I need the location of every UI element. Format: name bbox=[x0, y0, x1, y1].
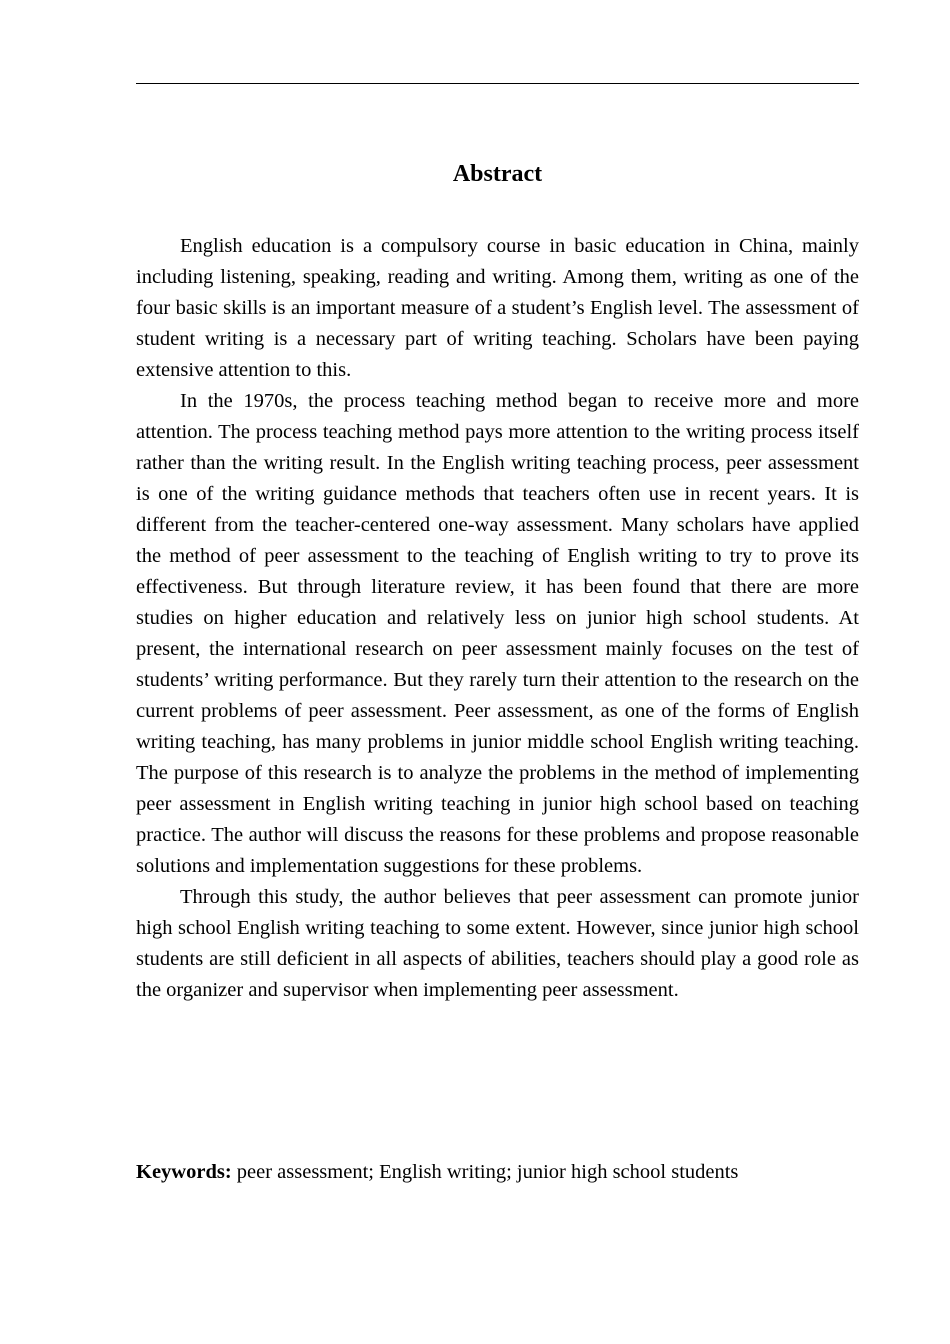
abstract-body bbox=[136, 231, 859, 1006]
abstract-paragraph-2: In the 1970s, the process teaching method began to receive more and more attention. The process teaching method pays more attention to the writing process itself rather than the writing result. In the English writing teaching process, peer assessment is one of the writing guidance methods that teachers often use in recent years. It is different from the teacher-centered one-way assessment. Many scholars have applied the method of peer assessment to the teaching of English writing to try to prove its effectiveness. But through literature review, it has been found that there are more studies on higher education and relatively less on junior high school students. At present, the international research on peer assessment mainly focuses on the test of students’ writing performance. But they rarely turn their attention to the research on the current problems of peer assessment. Peer assessment, as one of the forms of English writing teaching, has many problems in junior middle school English writing teaching. The purpose of this research is to analyze the problems in the method of implementing peer assessment in English writing teaching in junior high school based on teaching practice. The author will discuss the reasons for these problems and propose reasonable solutions and implementation suggestions for these problems. bbox=[136, 390, 859, 877]
abstract-title: Abstract bbox=[452, 161, 543, 187]
keywords-line bbox=[136, 1157, 859, 1188]
keywords-label: Keywords: bbox=[136, 1161, 232, 1183]
abstract-paragraph-3: Through this study, the author believes that peer assessment can promote junior high school English writing teaching to some extent. However, since junior high school students are still deficient in all aspects of abilities, teachers should play a good role as the organizer and supervisor when implementing peer assessment. bbox=[136, 886, 859, 1001]
abstract-paragraph-1: English education is a compulsory course in basic education in China, mainly including listening, speaking, reading and writing. Among them, writing as one of the four basic skills is an important measure of a student’s English level. The assessment of student writing is a necessary part of writing teaching. Scholars have been paying extensive attention to this. bbox=[136, 235, 859, 381]
keywords-text: peer assessment; English writing; junior high school students bbox=[236, 1161, 739, 1183]
header-rule bbox=[136, 83, 859, 84]
